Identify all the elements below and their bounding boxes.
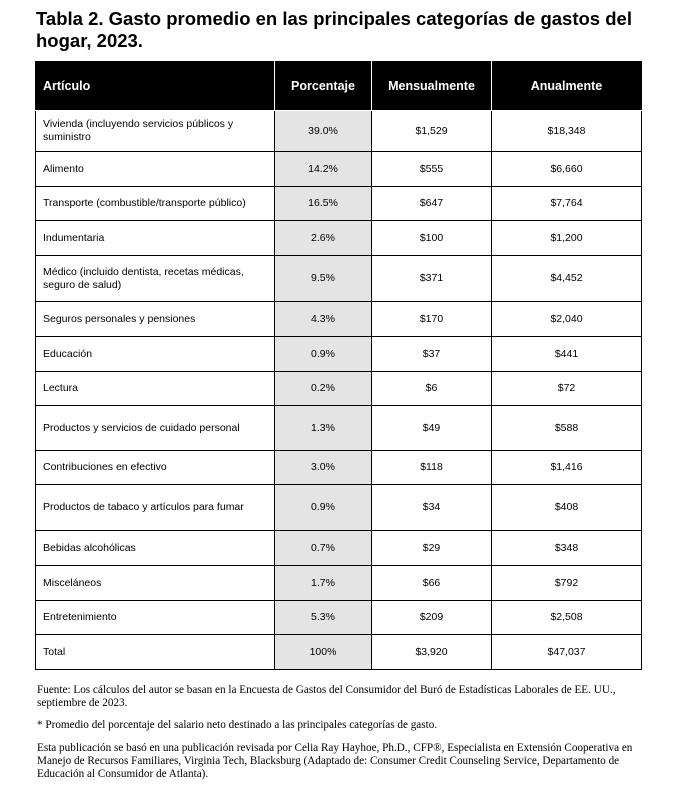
item-cell: Productos y servicios de cuidado personal xyxy=(36,406,275,451)
header-row xyxy=(36,62,642,111)
table-row xyxy=(36,111,642,152)
monthly-cell: $37 xyxy=(372,337,492,372)
table-row xyxy=(36,187,642,221)
item-cell: Transporte (combustible/transporte público) xyxy=(36,187,275,221)
monthly-cell: $118 xyxy=(372,451,492,485)
percentage-cell: 4.3% xyxy=(275,302,372,337)
monthly-cell: $371 xyxy=(372,256,492,302)
monthly-cell: $100 xyxy=(372,221,492,256)
monthly-cell: $209 xyxy=(372,601,492,635)
percentage-cell: 39.0% xyxy=(275,111,372,152)
item-cell: Misceláneos xyxy=(36,566,275,601)
col-header-annual: Anualmente xyxy=(492,62,642,111)
annual-cell: $441 xyxy=(492,337,642,372)
table-row xyxy=(36,152,642,187)
annual-cell: $4,452 xyxy=(492,256,642,302)
monthly-cell: $6 xyxy=(372,372,492,406)
annual-cell: $1,416 xyxy=(492,451,642,485)
table-row xyxy=(36,485,642,531)
table-row xyxy=(36,566,642,601)
credit-note: Esta publicación se basó en una publicación revisada por Celia Ray Hayhoe, Ph.D., CFP®, Especialista en Extensión Cooperativa en Manejo de Recursos Familiares, Virginia Tech, Blacksburg (Adaptado de: Consumer Credit Counseling Service, Departamento de Educación al Consumidor de Atlanta). xyxy=(37,741,633,781)
annual-cell: $72 xyxy=(492,372,642,406)
percentage-cell: 1.7% xyxy=(275,566,372,601)
item-cell: Bebidas alcohólicas xyxy=(36,531,275,566)
percentage-cell: 3.0% xyxy=(275,451,372,485)
item-cell: Educación xyxy=(36,337,275,372)
annual-cell: $6,660 xyxy=(492,152,642,187)
monthly-cell: $49 xyxy=(372,406,492,451)
table-row xyxy=(36,256,642,302)
percentage-cell: 0.9% xyxy=(275,485,372,531)
notes-section xyxy=(37,684,647,790)
item-cell: Productos de tabaco y artículos para fumar xyxy=(36,485,275,531)
item-cell: Entretenimiento xyxy=(36,601,275,635)
monthly-cell: $34 xyxy=(372,485,492,531)
annual-cell: $7,764 xyxy=(492,187,642,221)
monthly-cell: $555 xyxy=(372,152,492,187)
percentage-cell: 0.9% xyxy=(275,337,372,372)
monthly-cell: $3,920 xyxy=(372,635,492,670)
annual-cell: $588 xyxy=(492,406,642,451)
table-row xyxy=(36,337,642,372)
source-note: Fuente: Los cálculos del autor se basan en la Encuesta de Gastos del Consumidor del Buró de Estadísticas Laborales de EE. UU., septiembre de 2023. xyxy=(37,684,616,710)
annual-cell: $1,200 xyxy=(492,221,642,256)
item-cell: Seguros personales y pensiones xyxy=(36,302,275,337)
percentage-cell: 0.2% xyxy=(275,372,372,406)
table-row xyxy=(36,302,642,337)
item-cell: Vivienda (incluyendo servicios públicos y suministro xyxy=(36,111,275,152)
item-cell: Total xyxy=(36,635,275,670)
footnote: * Promedio del porcentaje del salario neto destinado a las principales categorías de gasto. xyxy=(37,719,438,732)
percentage-cell: 9.5% xyxy=(275,256,372,302)
percentage-cell: 5.3% xyxy=(275,601,372,635)
annual-cell: $408 xyxy=(492,485,642,531)
page-title: Tabla 2. Gasto promedio en las principales categorías de gastos del hogar, 2023. xyxy=(36,8,632,51)
table-row xyxy=(36,406,642,451)
col-header-monthly: Mensualmente xyxy=(372,62,492,111)
monthly-cell: $29 xyxy=(372,531,492,566)
annual-cell: $47,037 xyxy=(492,635,642,670)
total-row xyxy=(36,635,642,670)
item-cell: Médico (incluido dentista, recetas médicas, seguro de salud) xyxy=(36,256,275,302)
table-row xyxy=(36,451,642,485)
col-header-percentage: Porcentaje xyxy=(275,62,372,111)
annual-cell: $18,348 xyxy=(492,111,642,152)
annual-cell: $348 xyxy=(492,531,642,566)
item-cell: Lectura xyxy=(36,372,275,406)
annual-cell: $2,040 xyxy=(492,302,642,337)
annual-cell: $792 xyxy=(492,566,642,601)
annual-cell: $2,508 xyxy=(492,601,642,635)
item-cell: Alimento xyxy=(36,152,275,187)
percentage-cell: 2.6% xyxy=(275,221,372,256)
monthly-cell: $647 xyxy=(372,187,492,221)
table-row xyxy=(36,531,642,566)
percentage-cell: 16.5% xyxy=(275,187,372,221)
expense-table xyxy=(35,61,642,670)
table-row xyxy=(36,221,642,256)
item-cell: Indumentaria xyxy=(36,221,275,256)
percentage-cell: 1.3% xyxy=(275,406,372,451)
col-header-item: Artículo xyxy=(36,62,275,111)
table-row xyxy=(36,372,642,406)
monthly-cell: $1,529 xyxy=(372,111,492,152)
monthly-cell: $170 xyxy=(372,302,492,337)
monthly-cell: $66 xyxy=(372,566,492,601)
item-cell: Contribuciones en efectivo xyxy=(36,451,275,485)
percentage-cell: 100% xyxy=(275,635,372,670)
percentage-cell: 14.2% xyxy=(275,152,372,187)
table-row xyxy=(36,601,642,635)
percentage-cell: 0.7% xyxy=(275,531,372,566)
